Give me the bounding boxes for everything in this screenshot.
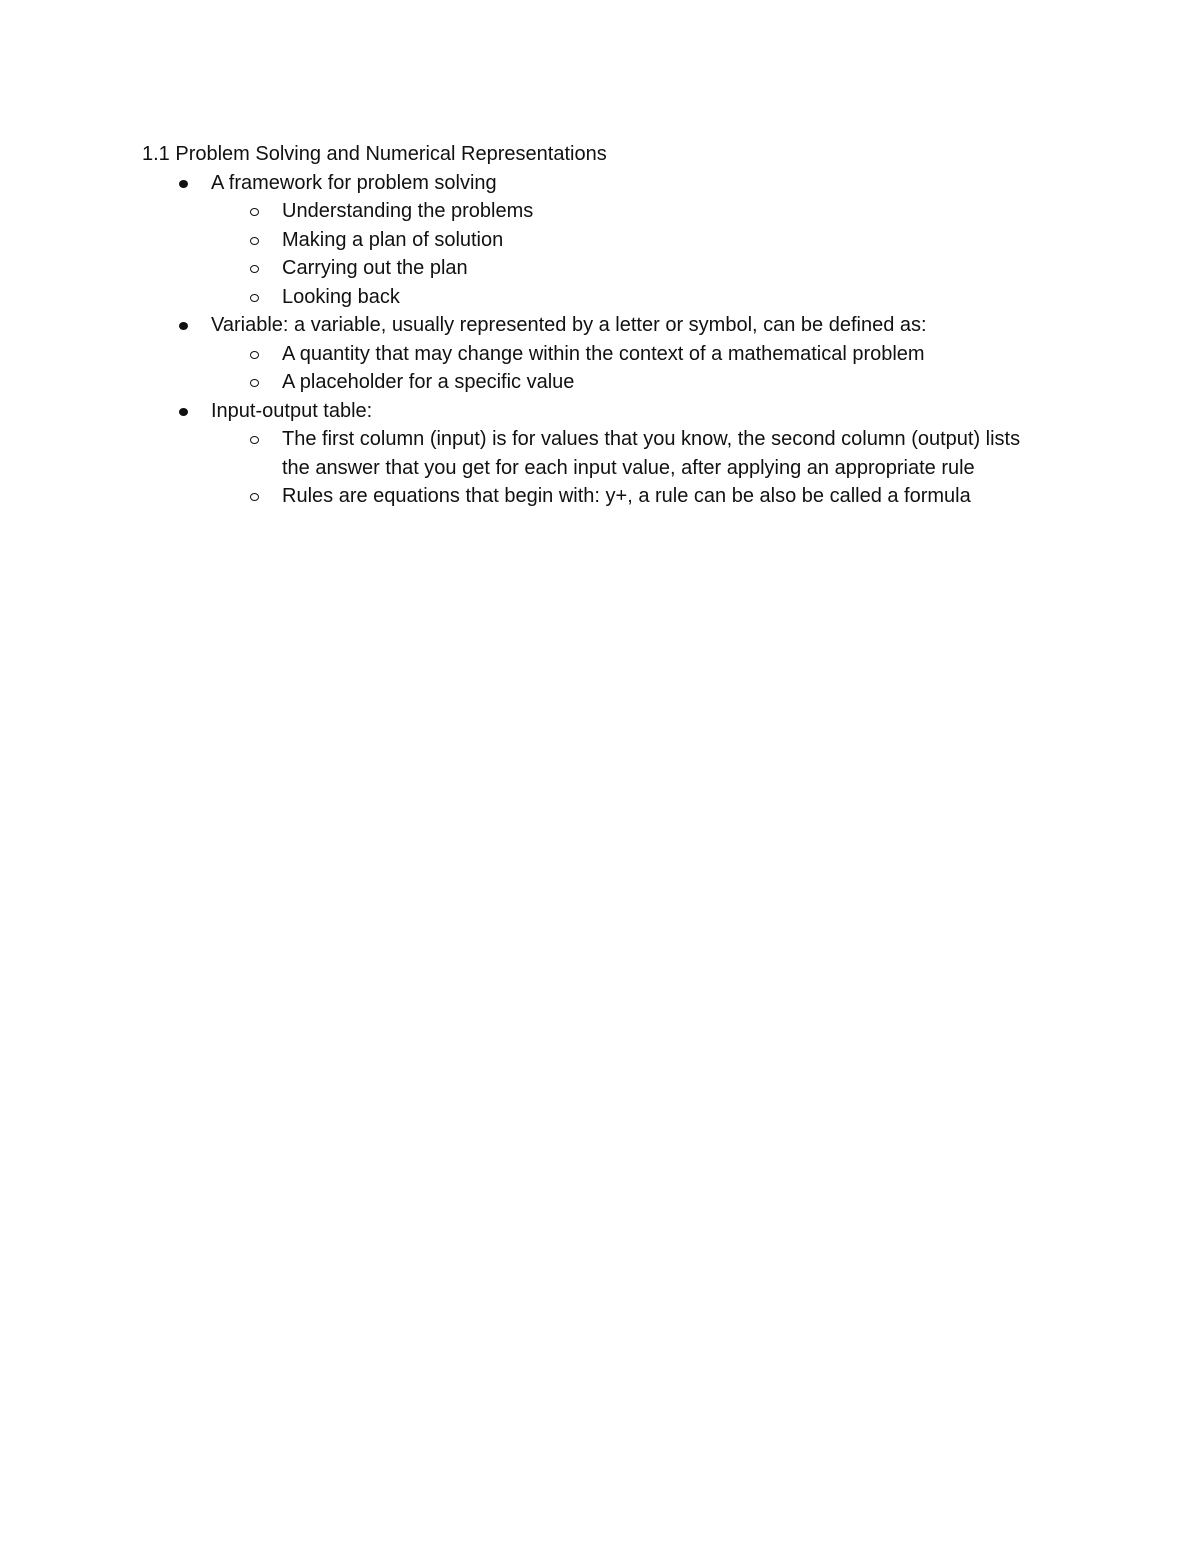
circle-bullet-icon bbox=[250, 493, 259, 501]
sublist-item-label: A placeholder for a specific value bbox=[282, 371, 575, 393]
disc-bullet-icon bbox=[179, 408, 188, 416]
list-item-framework bbox=[211, 169, 1062, 312]
circle-bullet-icon bbox=[250, 379, 259, 387]
sublist-item-label: Understanding the problems bbox=[282, 200, 534, 222]
circle-bullet-icon bbox=[250, 237, 259, 245]
disc-bullet-icon bbox=[179, 180, 188, 188]
sublist-item-label: Carrying out the plan bbox=[282, 257, 468, 279]
list-item-variable bbox=[211, 311, 1062, 397]
topic-list bbox=[142, 169, 1062, 511]
circle-bullet-icon bbox=[250, 351, 259, 359]
sublist-item bbox=[282, 368, 1062, 397]
sublist-item-label: A quantity that may change within the context of a mathematical problem bbox=[282, 342, 925, 365]
disc-bullet-icon bbox=[179, 322, 188, 330]
circle-bullet-icon bbox=[250, 265, 259, 273]
sublist-framework-steps bbox=[211, 197, 1062, 311]
sublist-item bbox=[282, 482, 1062, 511]
sublist-item bbox=[282, 283, 1062, 312]
sublist-item bbox=[282, 425, 1062, 482]
sublist-item-label: Rules are equations that begin with: y+, a rule can be also be called a formula bbox=[282, 485, 971, 507]
sublist-item-label: Looking back bbox=[282, 285, 400, 308]
circle-bullet-icon bbox=[250, 436, 259, 444]
circle-bullet-icon bbox=[250, 294, 259, 302]
sublist-item bbox=[282, 226, 1062, 255]
sublist-item bbox=[282, 254, 1062, 283]
list-item-label: Variable: a variable, usually represented by a letter or symbol, can be defined as: bbox=[211, 314, 927, 336]
document-content bbox=[142, 140, 1062, 511]
circle-bullet-icon bbox=[250, 208, 259, 216]
sublist-item-label: The first column (input) is for values that you know, the second column (output) lists the answer that you get for each input value, after applying an appropriate rule bbox=[282, 428, 1021, 479]
sublist-item-label: Making a plan of solution bbox=[282, 228, 504, 251]
page-title: 1.1 Problem Solving and Numerical Representations bbox=[142, 143, 607, 165]
list-item-label: Input-output table: bbox=[211, 399, 373, 422]
sublist-item bbox=[282, 340, 1062, 369]
list-item-label: A framework for problem solving bbox=[211, 171, 497, 194]
sublist-item bbox=[282, 197, 1062, 226]
sublist-variable-definitions bbox=[211, 340, 1062, 397]
list-item-input-output-table bbox=[211, 397, 1062, 511]
sublist-table-notes bbox=[211, 425, 1062, 511]
